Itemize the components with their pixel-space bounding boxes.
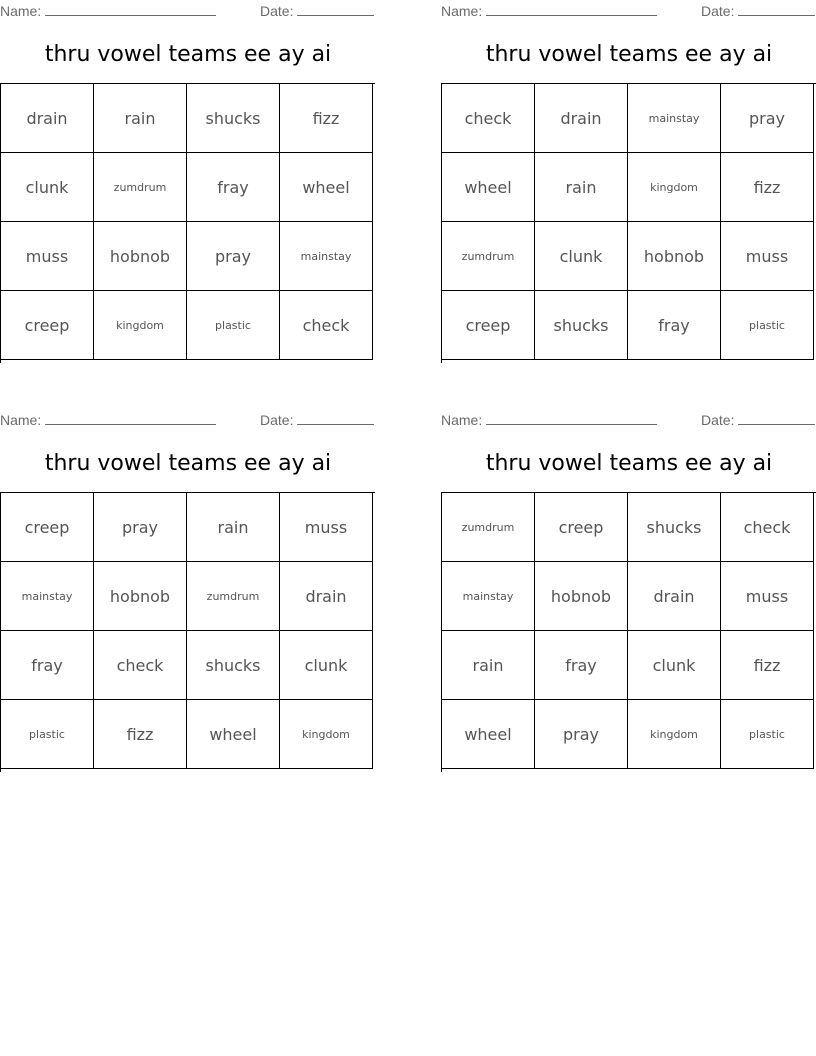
bingo-cell: pray (721, 84, 814, 153)
bingo-cell: mainstay (1, 562, 94, 631)
bingo-cell: wheel (442, 700, 535, 769)
bingo-cell: check (442, 84, 535, 153)
bingo-cell: wheel (280, 153, 373, 222)
bingo-cell: wheel (187, 700, 280, 769)
bingo-cell: zumdrum (442, 222, 535, 291)
bingo-cell: kingdom (94, 291, 187, 360)
name-blank-line (45, 412, 216, 425)
bingo-cell: kingdom (280, 700, 373, 769)
name-field (441, 412, 657, 428)
date-blank-line (738, 3, 815, 16)
bingo-cell: hobnob (94, 222, 187, 291)
bingo-cell: rain (535, 153, 628, 222)
name-label: Name: (0, 3, 42, 19)
bingo-cell: pray (187, 222, 280, 291)
bingo-cell: hobnob (94, 562, 187, 631)
bingo-cell: fray (628, 291, 721, 360)
date-label: Date: (701, 412, 735, 428)
bingo-grid (0, 83, 375, 363)
card-header (441, 3, 816, 19)
bingo-grid (0, 492, 375, 772)
bingo-cell: zumdrum (187, 562, 280, 631)
name-label: Name: (441, 3, 483, 19)
bingo-cell: clunk (280, 631, 373, 700)
bingo-cell: plastic (1, 700, 94, 769)
date-field (701, 412, 815, 428)
bingo-cell: drain (1, 84, 94, 153)
bingo-card (0, 0, 376, 360)
bingo-cell: pray (535, 700, 628, 769)
bingo-cell: shucks (535, 291, 628, 360)
date-label: Date: (260, 3, 294, 19)
bingo-cell: creep (1, 493, 94, 562)
bingo-cell: fray (535, 631, 628, 700)
bingo-cell: rain (442, 631, 535, 700)
bingo-cell: muss (721, 562, 814, 631)
bingo-cell: plastic (721, 291, 814, 360)
bingo-cell: mainstay (442, 562, 535, 631)
bingo-cell: muss (280, 493, 373, 562)
bingo-cell: drain (535, 84, 628, 153)
bingo-cell: clunk (535, 222, 628, 291)
bingo-cell: mainstay (628, 84, 721, 153)
bingo-cell: check (94, 631, 187, 700)
bingo-cell: creep (1, 291, 94, 360)
name-label: Name: (0, 412, 42, 428)
bingo-cell: drain (628, 562, 721, 631)
bingo-cell: plastic (721, 700, 814, 769)
date-label: Date: (701, 3, 735, 19)
bingo-cell: hobnob (535, 562, 628, 631)
bingo-cell: drain (280, 562, 373, 631)
bingo-cell: zumdrum (94, 153, 187, 222)
bingo-cell: plastic (187, 291, 280, 360)
bingo-cell: shucks (187, 631, 280, 700)
bingo-cell: kingdom (628, 153, 721, 222)
card-title: thru vowel teams ee ay ai (485, 42, 773, 67)
name-blank-line (45, 3, 216, 16)
bingo-cell: fizz (94, 700, 187, 769)
bingo-cell: fizz (721, 153, 814, 222)
bingo-cell: rain (187, 493, 280, 562)
card-title: thru vowel teams ee ay ai (44, 451, 332, 476)
card-header (0, 3, 376, 19)
bingo-cell: hobnob (628, 222, 721, 291)
bingo-cell: rain (94, 84, 187, 153)
bingo-cell: pray (94, 493, 187, 562)
bingo-cell: shucks (187, 84, 280, 153)
date-blank-line (297, 412, 374, 425)
card-title: thru vowel teams ee ay ai (485, 451, 773, 476)
date-blank-line (297, 3, 374, 16)
date-field (260, 3, 374, 19)
bingo-grid (441, 492, 816, 772)
date-label: Date: (260, 412, 294, 428)
bingo-card (441, 0, 816, 360)
card-header (0, 412, 376, 428)
bingo-cell: creep (442, 291, 535, 360)
bingo-cell: check (721, 493, 814, 562)
bingo-cell: fizz (280, 84, 373, 153)
name-label: Name: (441, 412, 483, 428)
bingo-cell: fray (1, 631, 94, 700)
bingo-grid (441, 83, 816, 363)
card-header (441, 412, 816, 428)
bingo-cell: check (280, 291, 373, 360)
bingo-cell: muss (721, 222, 814, 291)
bingo-cell: kingdom (628, 700, 721, 769)
bingo-card (0, 409, 376, 769)
name-field (441, 3, 657, 19)
bingo-cell: creep (535, 493, 628, 562)
name-blank-line (486, 3, 657, 16)
date-field (260, 412, 374, 428)
date-field (701, 3, 815, 19)
bingo-cell: mainstay (280, 222, 373, 291)
bingo-cell: fizz (721, 631, 814, 700)
bingo-cell: wheel (442, 153, 535, 222)
bingo-cell: zumdrum (442, 493, 535, 562)
bingo-cell: clunk (628, 631, 721, 700)
bingo-cell: fray (187, 153, 280, 222)
bingo-cell: muss (1, 222, 94, 291)
name-field (0, 412, 216, 428)
date-blank-line (738, 412, 815, 425)
name-field (0, 3, 216, 19)
bingo-cell: clunk (1, 153, 94, 222)
bingo-card (441, 409, 816, 769)
card-title: thru vowel teams ee ay ai (44, 42, 332, 67)
name-blank-line (486, 412, 657, 425)
bingo-cell: shucks (628, 493, 721, 562)
